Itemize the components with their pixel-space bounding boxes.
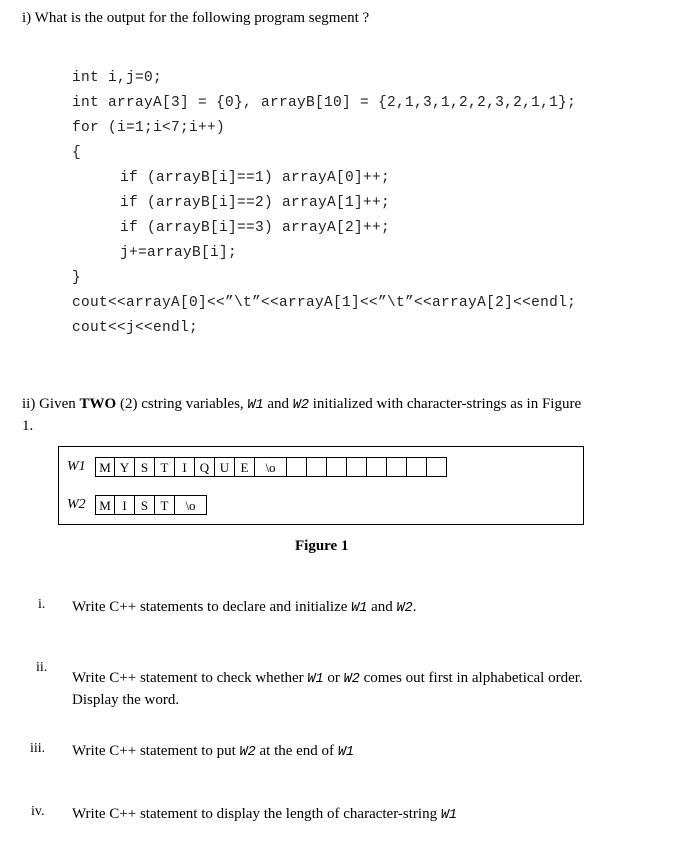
w1-cell: I [175, 457, 195, 477]
question-1-text: What is the output for the following program segment ? [34, 10, 370, 26]
item-text: Write C++ statement to put W2 at the end of W1 [72, 743, 355, 760]
code-line: if (arrayB[i]==2) arrayA[1]++; [120, 195, 391, 211]
w2-cell: M [95, 495, 115, 515]
item-number: iii. [30, 741, 46, 756]
question-1-heading [22, 10, 369, 27]
w2-cell: T [155, 495, 175, 515]
item-text: Write C++ statement to display the length of character-string W1 [72, 806, 458, 823]
code-line: if (arrayB[i]==1) arrayA[0]++; [120, 170, 391, 186]
item-number: i. [38, 597, 46, 612]
code-line: } [72, 270, 82, 286]
w1-cell [427, 457, 447, 477]
w1-cell [367, 457, 387, 477]
question-2-label: ii) [22, 396, 36, 412]
w1-row [67, 457, 447, 477]
w2-cell: I [115, 495, 135, 515]
code-line: { [72, 145, 82, 161]
w1-cell [387, 457, 407, 477]
w1-cell [407, 457, 427, 477]
w1-cells [95, 457, 447, 477]
code-line: cout<<j<<endl; [72, 320, 199, 336]
w1-label: W1 [67, 459, 86, 474]
w2-cell: \o [175, 495, 207, 515]
code-line: for (i=1;i<7;i++) [72, 120, 226, 136]
w1-cell: T [155, 457, 175, 477]
w1-cell: Y [115, 457, 135, 477]
code-line: int i,j=0; [72, 70, 163, 86]
w1-cell [347, 457, 367, 477]
w2-cells [95, 495, 207, 515]
question-2-intro: ii) Given TWO (2) cstring variables, W1 and W2 initialized with character-strings as in Figure 1. [22, 396, 582, 434]
w1-cell: S [135, 457, 155, 477]
w1-cell: E [235, 457, 255, 477]
w1-cell: U [215, 457, 235, 477]
item-text: Write C++ statements to declare and initialize W1 and W2. [72, 599, 417, 616]
w1-cell [307, 457, 327, 477]
code-line: int arrayA[3] = {0}, arrayB[10] = {2,1,3,1,2,2,3,2,1,1}; [72, 95, 577, 111]
w1-cell [327, 457, 347, 477]
figure-caption: Figure 1 [295, 538, 349, 554]
w2-label: W2 [67, 497, 86, 512]
w2-cell: S [135, 495, 155, 515]
w1-cell [287, 457, 307, 477]
w1-cell: \o [255, 457, 287, 477]
code-line: j+=arrayB[i]; [120, 245, 238, 261]
question-1-label: i) [22, 10, 32, 26]
code-line: cout<<arrayA[0]<<”\t”<<arrayA[1]<<”\t”<<arrayA[2]<<endl; [72, 295, 577, 311]
item-text: Write C++ statement to check whether W1 or W2 comes out first in alphabetical order. Display the word. [72, 670, 583, 708]
figure-1-box [58, 446, 584, 525]
w2-row [67, 495, 207, 515]
item-number: iv. [31, 804, 45, 819]
item-number: ii. [36, 660, 48, 675]
w1-cell: M [95, 457, 115, 477]
code-line: if (arrayB[i]==3) arrayA[2]++; [120, 220, 391, 236]
w1-cell: Q [195, 457, 215, 477]
